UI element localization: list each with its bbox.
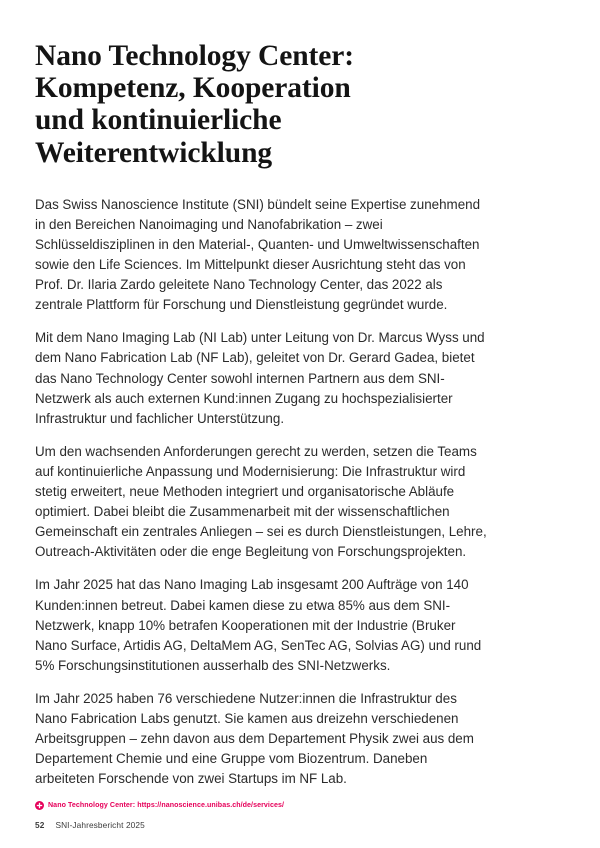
source-link-row[interactable] — [35, 801, 490, 810]
body-paragraph: Das Swiss Nanoscience Institute (SNI) bündelt seine Expertise zunehmend in den Bereichen Nanoimaging und Nanofabrikation – zwei Schlüsseldisziplinen in den Material-, Quanten- und Umweltwissenschaften sowie den Life Sciences. Im Mittelpunkt dieser Ausrichtung steht das von Prof. Dr. Ilaria Zardo geleitete Nano Technology Center, das 2022 als zentrale Plattform für Forschung und Dienstleistung gegründet wurde. — [35, 196, 481, 313]
body-paragraph: Im Jahr 2025 haben 76 verschiedene Nutzer:innen die Infrastruktur des Nano Fabrication Labs genutzt. Sie kamen aus dreizehn verschiedenen Arbeitsgruppen – zehn davon aus dem Departement Physik zwei aus dem Departement Chemie und eine Gruppe vom Biozentrum. Daneben arbeiteten Forschende von zwei Startups im NF Lab. — [35, 690, 474, 787]
source-link-text[interactable]: Nano Technology Center: https://nanoscience.unibas.ch/de/services/ — [48, 801, 285, 810]
page-title-line-1: Nano Technology Center: — [35, 40, 354, 72]
page-title-line-3: und kontinuierliche — [35, 104, 282, 137]
page-title-line-2: Kompetenz, Kooperation — [35, 72, 351, 105]
article-content — [35, 40, 490, 810]
footer-publication-label: SNI-Jahresbericht 2025 — [55, 820, 145, 830]
body-copy — [35, 195, 490, 790]
page-title-line-4: Weiterentwicklung — [35, 136, 273, 169]
body-paragraph: Mit dem Nano Imaging Lab (NI Lab) unter Leitung von Dr. Marcus Wyss und dem Nano Fabrication Lab (NF Lab), geleitet von Dr. Gerard Gadea, bietet das Nano Technology Center sowohl internen Partnern aus dem SNI-Netzwerk als auch externen Kund:innen Zugang zu hochspezialisierter Infrastruktur und fachlicher Unterstützung. — [35, 330, 485, 426]
page-title — [35, 40, 435, 169]
plus-circle-icon — [35, 801, 44, 810]
page-footer — [35, 820, 145, 830]
page-number: 52 — [35, 820, 45, 830]
body-paragraph: Im Jahr 2025 hat das Nano Imaging Lab insgesamt 200 Aufträge von 140 Kunden:innen betreut. Dabei kamen diese zu etwa 85% aus dem SNI-Netzwerk, knapp 10% betrafen Kooperationen mit der Industrie (Bruker Nano Surface, Artidis AG, DeltaMem AG, SenTec AG, Solvias AG) und rund 5% Forschungsinstitutionen ausserhalb des SNI-Netzwerks. — [35, 577, 482, 673]
body-paragraph: Um den wachsenden Anforderungen gerecht zu werden, setzen die Teams auf kontinuierliche Anpassung und Modernisierung: Die Infrastruktur wird stetig erweitert, neue Methoden integriert und organisatorische Abläufe optimiert. Dabei bleibt die Zusammenarbeit mit der wissenschaftlichen Gemeinschaft ein zentrales Anliegen – sei es durch Dienstleistungen, Lehre, Outreach-Aktivitäten oder die enge Begleitung von Forschungsprojekten. — [35, 443, 487, 560]
